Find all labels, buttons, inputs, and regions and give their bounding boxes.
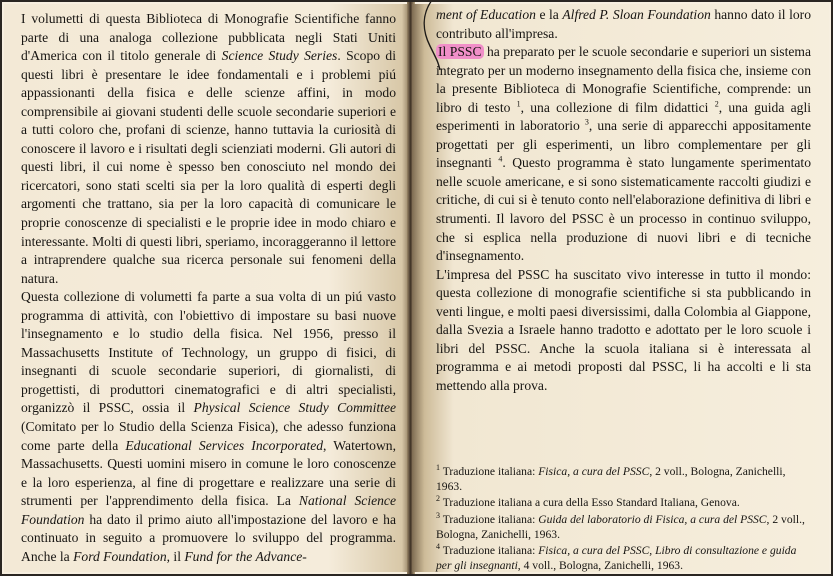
highlighted-text: Il PSSC	[438, 44, 482, 60]
footnote-2: $^2$ Traduzione italiana a cura della Esso Standard Italiana, Genova.	[436, 494, 740, 510]
footnote-3: $^3$ Traduzione italiana: Guida del laboratorio di Fisica, a cura del PSSC, 2 voll., Bologna, Zanichelli, 1963.	[436, 511, 805, 541]
footnote-4: $^4$ Traduzione italiana: Fisica, a cura del PSSC, Libro di consultazione e guida per gli insegnanti, 4 voll., Bologna, Zanichelli, 1963.	[436, 542, 797, 572]
left-paragraph-1: I volumetti di questa Biblioteca di Monografie Scientifiche fanno parte di una analoga collezione pubblicata negli Stati Uniti d'America con il titolo generale di Science Study Series. Scopo di questi libri è presentare le idee fondamentali e i problemi piú appassionanti della fisica e delle scienze affini, in modo comprensibile ai giovani studenti delle scuole secondarie superiori e a tutti coloro che, profani di scienze, hanno tuttavia la curiosità di conoscere il lavoro e i risultati degli scienziati moderni. Gli autori di questi libri, il cui nome è spesso ben conosciuto nel mondo dei ricercatori, sono stati scelti sia per la loro qualità di esperti degli argomenti che trattano, sia per la loro capacità di comunicare le proprie conoscenze di specialisti e le proprie idee in modo chiaro e interessante. Molti di questi libri, speriamo, incoraggeranno il lettore a intraprendere qualche sua ricerca personale sui fenomeni della natura.	[21, 11, 396, 286]
right-paragraph-3: L'impresa del PSSC ha suscitato vivo interesse in tutto il mondo: questa collezione di monografie scientifiche si sta pubblicando in venti lingue, e molti paesi diversissimi, dalla Colombia al Giappone, dalla Svezia a Israele hanno tradotto e adottato per le loro scuole i libri del PSSC. Anche la scuola italiana si è interessata al programma e ai metodi proposti dal PSSC, li ha accolti e li sta mettendo alla prova.	[436, 266, 811, 393]
footnote-1: $^1$ Traduzione italiana: Fisica, a cura del PSSC, 2 voll., Bologna, Zanichelli, 1963.	[436, 463, 786, 493]
left-paragraph-2: Questa collezione di volumetti fa parte a sua volta di un piú vasto programma di attività, con l'obiettivo di impostare su basi nuove l'insegnamento e lo studio della fisica. Nel 1956, presso il Massachusetts Institute of Technology, un gruppo di fisici, di insegnanti di scuole secondarie superiori, di giornalisti, di progettisti, di produttori cinematografici e di altri specialisti, organizzò il PSSC, ossia il Physical Science Study Committee (Comitato per lo Studio della Scienza Fisica), che adesso funziona come parte della Educational Services Incorporated, Watertown, Massachusetts. Questi uomini misero in comune le loro conoscenze e la loro esperienza, al fine di progettare e realizzare una serie di strumenti per l'apprendimento della fisica. La National Science Foundation ha dato il primo aiuto all'impostazione del lavoro e ha continuato in seguito a promuovere lo sviluppo del programma. Anche la Ford Foundation, il Fund for the Advance-	[21, 289, 397, 564]
right-paragraph-2: Il PSSC ha preparato per le scuole secondarie e superiori un sistema integrato per un moderno insegnamento della fisica che, insieme con la presente Biblioteca di Monografie Scientifiche, comprende: un libro di testo $^1$, una collezione di film didattici $^2$, una guida agli esperimenti in laboratorio $^3$, una serie di apparecchi appositamente progettati per gli esperimenti, un libro complementare per gli insegnanti $^4$. Questo programma è stato lungamente sperimentato nelle scuole americane, e si sono sistematicamente raccolti giudizi e critiche, di cui si è tenuto conto nell'elaborazione definitiva di libri e strumenti. Il lavoro del PSSC è un processo in continuo sviluppo, che si esplica nella produzione di nuovi libri e di tecniche d'insegnamento.	[436, 44, 812, 264]
right-continuation: ment of Education e la Alfred P. Sloan Foundation hanno dato il loro contributo all'impresa.	[436, 7, 811, 41]
